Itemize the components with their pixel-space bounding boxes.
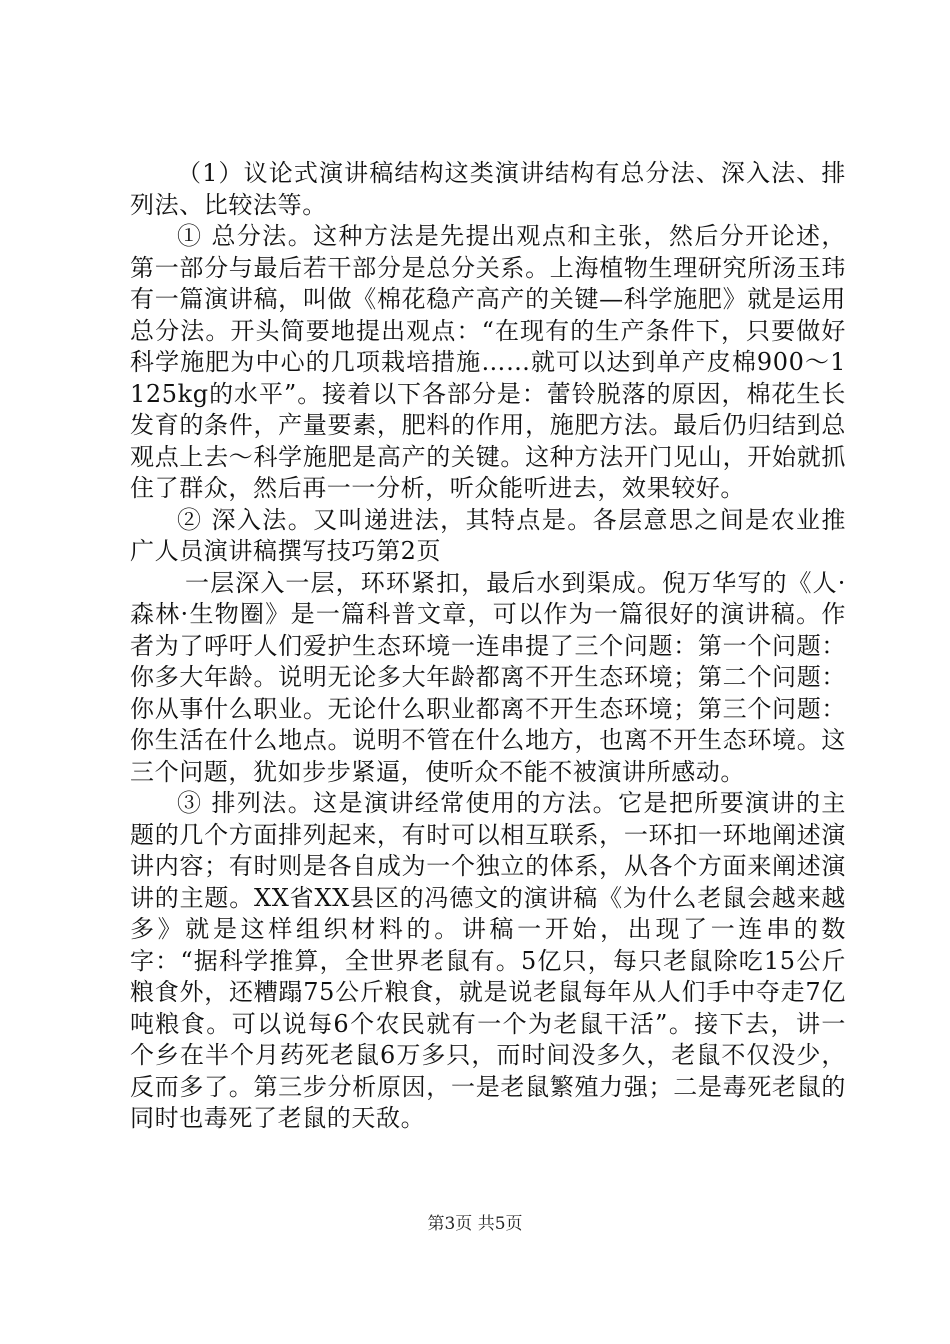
paragraph-shenru-method: ② 深入法。又叫递进法，其特点是。各层意思之间是农业推广人员演讲稿撰写技巧第2页 (130, 505, 846, 565)
page-footer: 第3页 共5页 (427, 1214, 523, 1234)
paragraph-zongfen-method: ① 总分法。这种方法是先提出观点和主张，然后分开论述，第一部分与最后若干部分是总分关系。上海植物生理研究所汤玉玮有一篇演讲稿，叫做《棉花稳产高产的关键—科学施肥》就是运用总分法。开头简要地提出观点：“在现有的生产条件下，只要做好科学施肥为中心的几项栽培措施……就可以达到单产皮棉900～1125kg的水平”。接着以下各部分是：蕾铃脱落的原因，棉花生长发育的条件，产量要素，肥料的作用，施肥方法。最后仍归结到总观点上去～科学施肥是高产的关键。这种方法开门见山，开始就抓住了群众，然后再一一分析，听众能听进去，效果较好。 (130, 222, 846, 502)
document-body (130, 158, 846, 1135)
paragraph-pailie-method: ③ 排列法。这是演讲经常使用的方法。它是把所要演讲的主题的几个方面排列起来，有时可以相互联系，一环扣一环地阐述演讲内容；有时则是各自成为一个独立的体系，从各个方面来阐述演讲的主题。XX省XX县区的冯德文的演讲稿《为什么老鼠会越来越多》就是这样组织材料的。讲稿一开始，出现了一连串的数字：“据科学推算，全世界老鼠有。5亿只，每只老鼠除吃15公斤粮食外，还糟蹋75公斤粮食，就是说老鼠每年从人们手中夺走7亿吨粮食。可以说每6个农民就有一个为老鼠干活”。接下去，讲一个乡在半个月药死老鼠6万多只，而时间没多久，老鼠不仅没少，反而多了。第三步分析原因，一是老鼠繁殖力强；二是毒死老鼠的同时也毒死了老鼠的天敌。 (130, 789, 846, 1132)
paragraph-intro: （1）议论式演讲稿结构这类演讲结构有总分法、深入法、排列法、比较法等。 (130, 159, 846, 219)
paragraph-shenru-continued: 一层深入一层，环环紧扣，最后水到渠成。倪万华写的《人·森林·生物圈》是一篇科普文章，可以作为一篇很好的演讲稿。作者为了呼吁人们爱护生态环境一连串提了三个问题：第一个问题：你多大年龄。说明无论多大年龄都离不开生态环境；第二个问题：你从事什么职业。无论什么职业都离不开生态环境；第三个问题：你生活在什么地点。说明不管在什么地方，也离不开生态环境。这三个问题，犹如步步紧逼，使听众不能不被演讲所感动。 (130, 568, 846, 786)
